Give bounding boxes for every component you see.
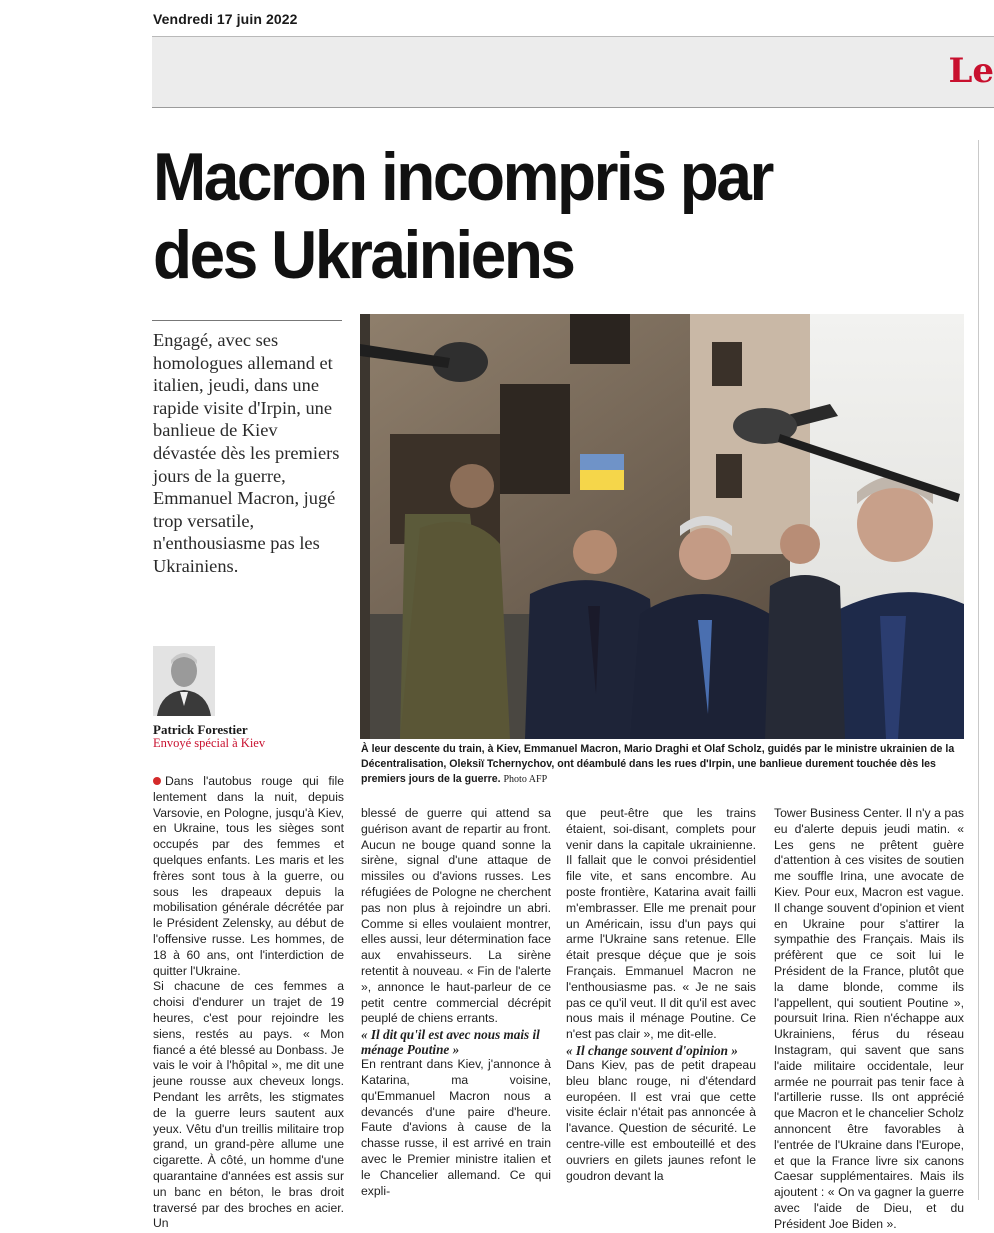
col1-paragraph-1: Dans l'autobus rouge qui file lentement dans la nuit, depuis Varsovie, en Pologne, jusqu'à Kiev, en Ukraine, tous les sièges sont occupés par des femmes et quelques enfants. Les maris et les frères sont tous à la guerre, ou sous les drapeaux depuis la mobilisation générale décrétée par le Président Zelensky, au début de l'offensive russe. Les hommes, de 18 à 60 ans, ont l'interdiction de quitter l'Ukraine. [153,774,344,978]
col3-paragraph-1: que peut-être que les trains étaient, soi-disant, complets pour venir dans la capitale ukrainienne. Il fallait que le convoi présidentiel file vite, et sans encombre. Au poste frontière, Katarina avait failli m'embrasser. Elle me prenait pour un Américain, issu d'un pays qui arme l'Ukraine sans retenue. Elle était presque déçue que je sois Français. Emmanuel Macron ne l'enthousiasme pas. « Je ne sais pas ce qu'il veut. Il dit qu'il est avec nous mais il ménage Poutine. Ce n'est pas clair », me dit-elle. [566,806,756,1042]
article-column-3 [566,806,756,1184]
col2-paragraph-1: blessé de guerre qui attend sa guérison avant de repartir au front. Aucun ne bouge quand sonne la sirène, signal d'une attaque de missiles ou d'avions russes. Les réfugiées de Pologne ne cherchent pas non plus à rejoindre un abri. Comme si elles voulaient montrer, elles aussi, leur détermination face aux envahisseurs. La sirène retentit à nouveau. « Fin de l'alerte », annonce le haut-parleur de ce petit centre commercial décrépit peuplé de chiens errants. [361,806,551,1026]
masthead-logo: Le [948,51,994,91]
article-column-2 [361,806,551,1199]
chapo-rule [152,320,342,321]
bullet-dot-icon [153,777,161,785]
photo-credit: Photo AFP [503,773,548,785]
author-role: Envoyé spécial à Kiev [153,736,266,750]
headline: Macron incompris par des Ukrainiens [153,139,772,293]
masthead-band [152,36,994,108]
article-column-1 [153,774,344,1232]
author-portrait [153,646,215,716]
col4-paragraph-1: Tower Business Center. Il n'y a pas eu d'alerte depuis jeudi matin. « Les gens ne prêtent guère d'attention à ces visites de soutien me souffle Irina, une avocate de Kiev. Pour eux, Macron est vague. Il change souvent d'opinion et vient en Ukraine pour s'attirer la sympathie des Français. Mais ils préfèrent que ce soit lui le Président de la France, plutôt que la dame blonde, comme ils l'appellent, qui soutient Poutine », poursuit Irina. Rien n'échappe aux Ukrainiens, férus du réseau Instagram, qui savent que sans l'aide militaire occidentale, leur armée ne pourrait pas tenir face à l'artillerie russe. Ils ont apprécié que Macron et le chancelier Scholz annoncent être favorables à l'entrée de l'Ukraine dans l'Europe, et que la France livre six canons Caesar supplémentaires. Mais ils ajoutent : « On va gagner la guerre avec l'aide de Dieu, et du Président Joe Biden ». [774,806,965,1231]
caption-text: À leur descente du train, à Kiev, Emmanuel Macron, Mario Draghi et Olaf Scholz, guidés par le ministre ukrainien de la Décentralisation, Oleksiï Tchernychov, ont déambulé dans les rues d'Irpin, une banlieue durement touchée dès les premiers jours de la guerre. [361,743,955,785]
issue-date: Vendredi 17 juin 2022 [153,11,298,27]
article-column-4 [774,806,964,1233]
subheading-2: « Il change souvent d'opinion » [566,1042,738,1058]
portrait-image [153,646,215,716]
col2-paragraph-2: En rentrant dans Kiev, j'annonce à Katarina, ma voisine, qu'Emmanuel Macron nous a devancés d'une paire d'heure. Faute d'avions à cause de la chasse russe, il est arrivé en train avec le Premier ministre italien et le Chancelier allemand. Ce qui expli- [361,1057,551,1198]
news-photo [360,314,964,739]
chapo: Engagé, avec ses homologues allemand et italien, jeudi, dans une rapide visite d'Irpin, une banlieue de Kiev dévastée dès les premiers jours de la guerre, Emmanuel Macron, jugé trop versatile, n'enthousiasme pas les Ukrainiens. [153,330,340,576]
subheading-1: « Il dit qu'il est avec nous mais il ménage Poutine » [361,1027,540,1058]
author-name: Patrick Forestier [153,722,248,737]
col3-paragraph-2: Dans Kiev, pas de petit drapeau bleu blanc rouge, ni d'étendard européen. Il est vrai que cette visite éclair n'était pas annoncée à l'avance. Question de sécurité. Le centre-ville est embouteillé et des ouvriers en gilets jaunes refont le goudron devant la [566,1057,756,1183]
photo-irpin-visit [360,314,964,739]
column-divider [978,140,979,1200]
col1-paragraph-2: Si chacune de ces femmes a choisi d'endurer un trajet de 19 heures, c'est pour rejoindre les siens, restés au pays. « Mon fiancé a été blessé au Donbass. Je vais le voir à l'hôpital », me dit une jeune rousse aux cheveux longs. Pendant les arrêts, les stigmates de la guerre leurs sautent aux yeux. Vêtu d'un treillis militaire trop grand, un grand-père allume une cigarette. À côté, un homme d'une quarantaine d'années est assis sur un banc en béton, le bras droit traversé par des broches en acier. Un [153,979,344,1231]
photo-caption [361,742,965,787]
